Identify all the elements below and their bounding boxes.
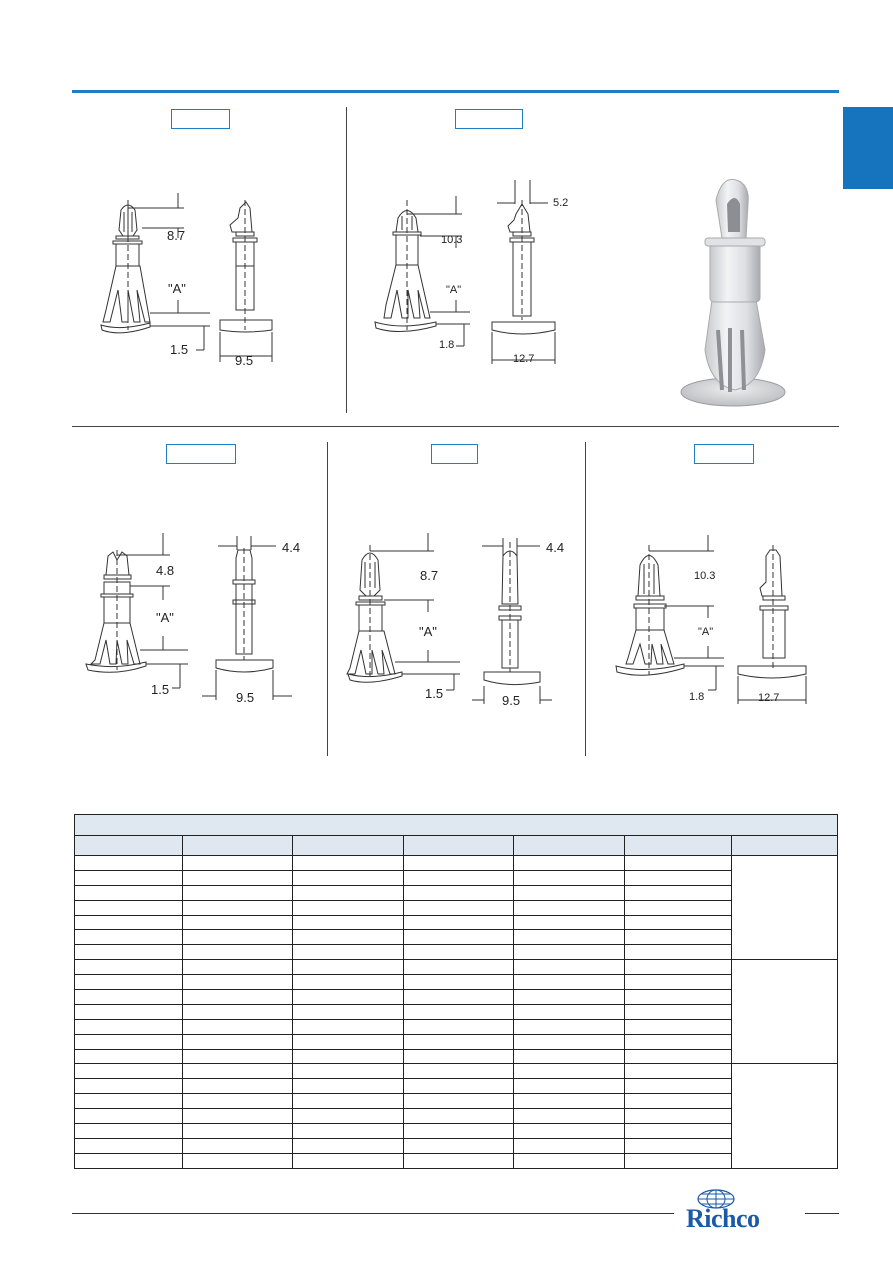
table-cell: [624, 885, 732, 900]
table-cell: [293, 1138, 404, 1153]
table-cell: [514, 1124, 625, 1139]
header-cell: [293, 836, 404, 856]
table-cell: [514, 960, 625, 975]
table-cell: [75, 1109, 183, 1124]
table-cell: [182, 915, 293, 930]
table-cell: [403, 1049, 514, 1064]
header-cell: [75, 836, 183, 856]
table-cell: [75, 1094, 183, 1109]
table-cell: [403, 1079, 514, 1094]
table-cell: [293, 1109, 404, 1124]
table-row: [75, 930, 838, 945]
table-cell: [75, 1004, 183, 1019]
table-cell: [293, 915, 404, 930]
table-cell: [75, 915, 183, 930]
footer-rule-right: [805, 1213, 839, 1214]
table-cell: [514, 1109, 625, 1124]
dim-width-label: 9.5: [236, 690, 255, 705]
table-cell: [75, 900, 183, 915]
table-row: [75, 915, 838, 930]
table-cell: [293, 960, 404, 975]
dim-a-label: "A": [168, 281, 186, 296]
dim-width-label: 12.7: [513, 353, 535, 365]
table-cell: [75, 960, 183, 975]
header-cell: [732, 836, 838, 856]
specification-table: [74, 814, 838, 1169]
table-cell: [514, 1094, 625, 1109]
table-row: [75, 945, 838, 960]
table-row: [75, 856, 838, 871]
table-row: [75, 1153, 838, 1168]
table-cell: [514, 1153, 625, 1168]
dim-base-label: 1.5: [151, 682, 170, 697]
table-cell: [514, 930, 625, 945]
table-cell: [514, 1079, 625, 1094]
table-cell: [182, 1079, 293, 1094]
table-cell: [624, 1004, 732, 1019]
table-cell: [624, 1064, 732, 1079]
table-cell: [182, 885, 293, 900]
dim-base-label: 1.5: [425, 686, 444, 701]
table-cell: [293, 1124, 404, 1139]
table-row: [75, 960, 838, 975]
table-cell: [624, 1079, 732, 1094]
table-cell: [293, 975, 404, 990]
table-cell: [403, 1109, 514, 1124]
table-cell: [293, 1094, 404, 1109]
table-cell: [403, 856, 514, 871]
table-cell: [182, 900, 293, 915]
table-cell: [75, 1153, 183, 1168]
logo-text: Richco: [686, 1204, 760, 1233]
table-cell: [514, 1138, 625, 1153]
footer-rule: [72, 1213, 674, 1214]
table-cell: [293, 1019, 404, 1034]
table-cell: [403, 1064, 514, 1079]
table-cell: [403, 1153, 514, 1168]
table-cell: [514, 990, 625, 1005]
table-cell: [403, 975, 514, 990]
table-cell: [75, 1049, 183, 1064]
dim-a-label: "A": [156, 610, 174, 625]
table-cell: [75, 975, 183, 990]
table-cell: [514, 1019, 625, 1034]
dim-width-label: 9.5: [235, 353, 254, 368]
dim-a-label: "A": [446, 284, 462, 296]
header-cell: [624, 836, 732, 856]
table-cell: [403, 1094, 514, 1109]
table-cell: [403, 900, 514, 915]
table-row: [75, 1049, 838, 1064]
group-cell: [732, 960, 838, 1064]
table-cell: [293, 945, 404, 960]
table-cell: [293, 1079, 404, 1094]
table-cell: [182, 856, 293, 871]
table-cell: [514, 1049, 625, 1064]
dim-height-label: 10.3: [694, 570, 716, 582]
dim-tip-label: 4.4: [282, 540, 301, 555]
table-cell: [182, 1034, 293, 1049]
table-cell: [624, 975, 732, 990]
table-cell: [624, 1109, 732, 1124]
table-cell: [514, 945, 625, 960]
dim-a-label: "A": [698, 626, 714, 638]
table-cell: [293, 930, 404, 945]
table-cell: [403, 885, 514, 900]
dim-a-label: "A": [419, 624, 437, 639]
table-cell: [624, 1153, 732, 1168]
table-cell: [182, 975, 293, 990]
table-cell: [624, 945, 732, 960]
table-cell: [624, 960, 732, 975]
dim-base-label: 1.8: [689, 691, 705, 703]
table-cell: [624, 915, 732, 930]
table-cell: [75, 1079, 183, 1094]
table-cell: [75, 990, 183, 1005]
table-cell: [182, 1138, 293, 1153]
table-cell: [75, 930, 183, 945]
table-cell: [293, 885, 404, 900]
table-cell: [514, 900, 625, 915]
table-row: [75, 1004, 838, 1019]
table-cell: [624, 1094, 732, 1109]
table-cell: [514, 1004, 625, 1019]
dim-height-label: 10.3: [441, 234, 463, 246]
group-cell: [732, 1064, 838, 1168]
table-row: [75, 1109, 838, 1124]
table-cell: [75, 1124, 183, 1139]
dim-width-label: 12.7: [758, 692, 780, 704]
table-cell: [293, 1049, 404, 1064]
table-cell: [182, 960, 293, 975]
table-cell: [403, 930, 514, 945]
dim-height-label: 8.7: [167, 228, 186, 243]
table-row: [75, 1079, 838, 1094]
table-cell: [75, 870, 183, 885]
table-title-cell: [75, 815, 838, 836]
table-cell: [182, 1049, 293, 1064]
table-cell: [624, 1034, 732, 1049]
group-cell: [732, 856, 838, 960]
table-cell: [403, 870, 514, 885]
table-cell: [75, 1064, 183, 1079]
dim-tip-label: 5.2: [553, 197, 569, 209]
table-cell: [182, 990, 293, 1005]
table-cell: [403, 915, 514, 930]
table-cell: [75, 945, 183, 960]
table-cell: [182, 1019, 293, 1034]
table-cell: [624, 990, 732, 1005]
table-cell: [514, 915, 625, 930]
table-cell: [182, 945, 293, 960]
table-cell: [514, 885, 625, 900]
table-cell: [624, 930, 732, 945]
table-cell: [182, 1153, 293, 1168]
table-cell: [182, 1094, 293, 1109]
dim-tip-label: 4.4: [546, 540, 565, 555]
table-row: [75, 1124, 838, 1139]
header-cell: [182, 836, 293, 856]
table-cell: [624, 1124, 732, 1139]
table-cell: [514, 870, 625, 885]
table-cell: [293, 856, 404, 871]
table-row: [75, 900, 838, 915]
table-row: [75, 1019, 838, 1034]
table-cell: [182, 1004, 293, 1019]
table-row: [75, 1094, 838, 1109]
table-row: [75, 885, 838, 900]
table-cell: [182, 1064, 293, 1079]
table-cell: [514, 856, 625, 871]
table-cell: [514, 1034, 625, 1049]
table-row: [75, 1138, 838, 1153]
table-cell: [624, 1049, 732, 1064]
table-cell: [514, 975, 625, 990]
table-cell: [403, 960, 514, 975]
table-cell: [75, 856, 183, 871]
table-cell: [182, 930, 293, 945]
table-row: [75, 975, 838, 990]
table-cell: [182, 1109, 293, 1124]
dim-height-label: 4.8: [156, 563, 175, 578]
table-cell: [403, 1034, 514, 1049]
table-cell: [182, 1124, 293, 1139]
table-cell: [624, 856, 732, 871]
table-cell: [514, 1064, 625, 1079]
dim-height-label: 8.7: [420, 568, 439, 583]
dim-base-label: 1.8: [439, 339, 455, 351]
table-cell: [403, 1138, 514, 1153]
header-cell: [403, 836, 514, 856]
table-cell: [624, 1138, 732, 1153]
table-cell: [403, 1004, 514, 1019]
table-body: [75, 856, 838, 1169]
table-cell: [624, 1019, 732, 1034]
table-cell: [403, 1019, 514, 1034]
table-cell: [293, 1064, 404, 1079]
dim-width-label: 9.5: [502, 693, 521, 708]
table-header-row: [75, 836, 838, 856]
header-cell: [514, 836, 625, 856]
table-cell: [75, 1034, 183, 1049]
table-cell: [403, 1124, 514, 1139]
table-row: [75, 1034, 838, 1049]
table-cell: [624, 900, 732, 915]
dim-base-label: 1.5: [170, 342, 189, 357]
table-cell: [75, 1138, 183, 1153]
table-cell: [293, 900, 404, 915]
table-cell: [403, 945, 514, 960]
table-row: [75, 990, 838, 1005]
table-cell: [403, 990, 514, 1005]
table-row: [75, 1064, 838, 1079]
table-cell: [624, 870, 732, 885]
table-cell: [293, 1034, 404, 1049]
table-title-row: [75, 815, 838, 836]
richco-logo: [676, 1188, 802, 1236]
table-cell: [293, 1153, 404, 1168]
table-cell: [293, 870, 404, 885]
table-cell: [75, 1019, 183, 1034]
table-cell: [293, 990, 404, 1005]
table-cell: [75, 885, 183, 900]
table-cell: [293, 1004, 404, 1019]
table-row: [75, 870, 838, 885]
table-cell: [182, 870, 293, 885]
